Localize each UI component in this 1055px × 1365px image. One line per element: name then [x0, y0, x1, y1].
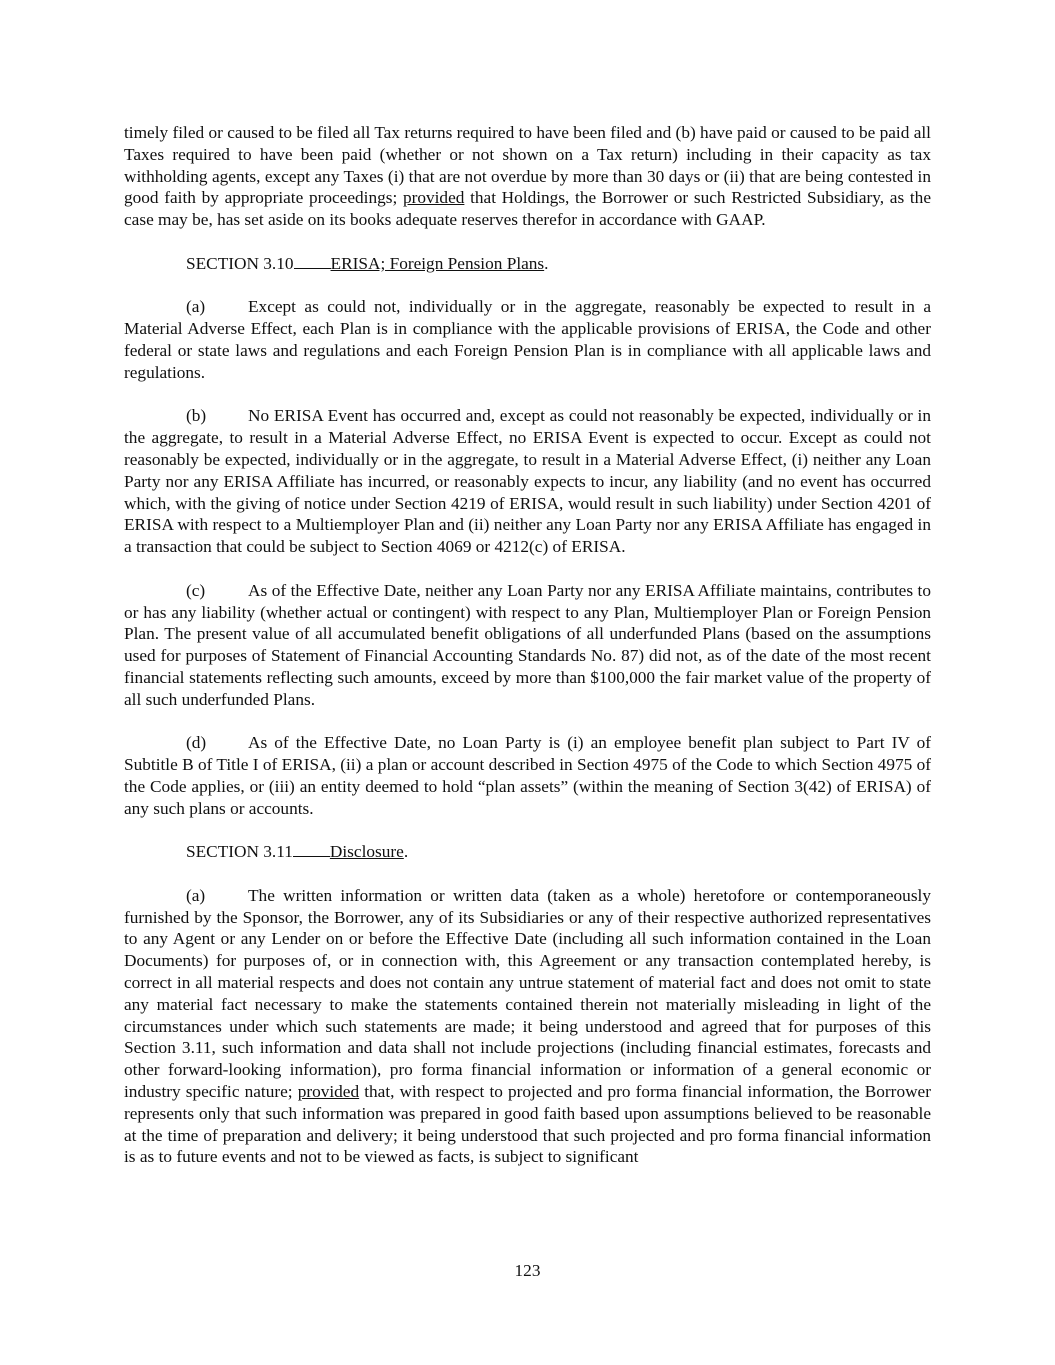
intro-text-2: that Holdings, the Borrower or such Restricted Subsidiary, as the case may be, has set aside on its books adequate reserves therefor in accordance with GAAP. [124, 188, 931, 230]
section-title: Disclosure [329, 842, 404, 862]
page-number: 123 [514, 1261, 541, 1280]
intro-paragraph [124, 122, 931, 231]
section-3-11-a [124, 885, 931, 1168]
clause-label: (b) [186, 406, 207, 426]
clause-text-1: The written information or written data (taken as a whole) heretofore or contemporaneously furnished by the Sponsor, the Borrower, any of its Subsidiaries or any of their respective authorized representatives to any Agent or any Lender on or before the Effective Date (including all such information contained in the Loan Documents) for purposes of, or in connection with, this Agreement or any transaction contemplated hereby, is correct in all material respects and does not contain any untrue statement of material fact and does not omit to state any material fact necessary to make the statements contained therein not materially misleading in light of the circumstances under which such statements are made; it being understood and agreed that for purposes of this Section 3.11, such information and data shall not include projections (including financial estimates, forecasts and other forward-looking information), pro forma financial information or information of a general economic or industry specific nature; [124, 885, 931, 1102]
heading-tab-underline [294, 253, 331, 269]
clause-label: (a) [186, 297, 206, 317]
document-page [124, 122, 931, 1190]
clause-label: (d) [186, 733, 207, 753]
section-3-11-heading [124, 841, 931, 863]
section-number: SECTION 3.11 [186, 842, 293, 862]
section-number: SECTION 3.10 [186, 253, 294, 273]
section-3-10-c [124, 580, 931, 711]
clause-label: (c) [186, 580, 206, 600]
provided-term: provided [297, 1082, 360, 1102]
intro-text-1: timely filed or caused to be filed all Tax returns required to have been filed and (b) have paid or caused to be paid all Taxes required to have been paid (whether or not shown on a Tax return) including in their capacity as tax withholding agents, except any Taxes (i) that are not overdue by more than 30 days or (ii) that are being contested in good faith by appropriate proceedings; [124, 123, 931, 208]
heading-tab-underline [293, 841, 330, 857]
section-title: ERISA; Foreign Pension Plans [330, 253, 545, 273]
section-3-10-heading [124, 253, 931, 275]
provided-term: provided [402, 188, 465, 208]
clause-text: As of the Effective Date, neither any Loan Party nor any ERISA Affiliate maintains, contributes to or has any liability (whether actual or contingent) with respect to any Plan, Multiemployer Plan or Foreign Pension Plan. The present value of all accumulated benefit obligations of all underfunded Plans (based on the assumptions used for purposes of Statement of Financial Accounting Standards No. 87) did not, as of the date of the most recent financial statements reflecting such amounts, exceed by more than $100,000 the fair market value of the property of all such underfunded Plans. [124, 580, 931, 709]
heading-period: . [544, 253, 549, 273]
clause-label: (a) [186, 885, 206, 905]
clause-text: As of the Effective Date, no Loan Party is (i) an employee benefit plan subject to Part IV of Subtitle B of Title I of ERISA, (ii) a plan or account described in Section 4975 of the Code to which Section 4975 of the Code applies, or (iii) an entity deemed to hold “plan assets” (within the meaning of Section 3(42) of ERISA) of any such plans or accounts. [124, 733, 931, 818]
section-3-10-d [124, 732, 931, 819]
clause-text: No ERISA Event has occurred and, except as could not reasonably be expected, individually or in the aggregate, to result in a Material Adverse Effect, no ERISA Event is expected to occur. Except as could not reasonably be expected, individually or in the aggregate, to result in a Material Adverse Effect, (i) neither any Loan Party nor any ERISA Affiliate has incurred, or reasonably expects to incur, any liability (and no event has occurred which, with the giving of notice under Section 4219 of ERISA, would result in such liability) under Section 4201 of ERISA with respect to a Multiemployer Plan and (ii) neither any Loan Party nor any ERISA Affiliate has engaged in a transaction that could be subject to Section 4069 or 4212(c) of ERISA. [124, 406, 931, 557]
clause-text: Except as could not, individually or in the aggregate, reasonably be expected to result in a Material Adverse Effect, each Plan is in compliance with the applicable provisions of ERISA, the Code and other federal or state laws and regulations and each Foreign Pension Plan is in compliance with all applicable laws and regulations. [124, 297, 931, 382]
heading-period: . [403, 842, 409, 862]
section-3-10-a [124, 296, 931, 383]
clause-text-2: that, with respect to projected and pro forma financial information, the Borrower represents only that such information was prepared in good faith based upon assumptions believed to be reasonable at the time of preparation and delivery; it being understood that such projected and pro forma financial information is as to future events and not to be viewed as facts, is subject to significant [124, 1082, 931, 1167]
section-3-10-b [124, 405, 931, 558]
